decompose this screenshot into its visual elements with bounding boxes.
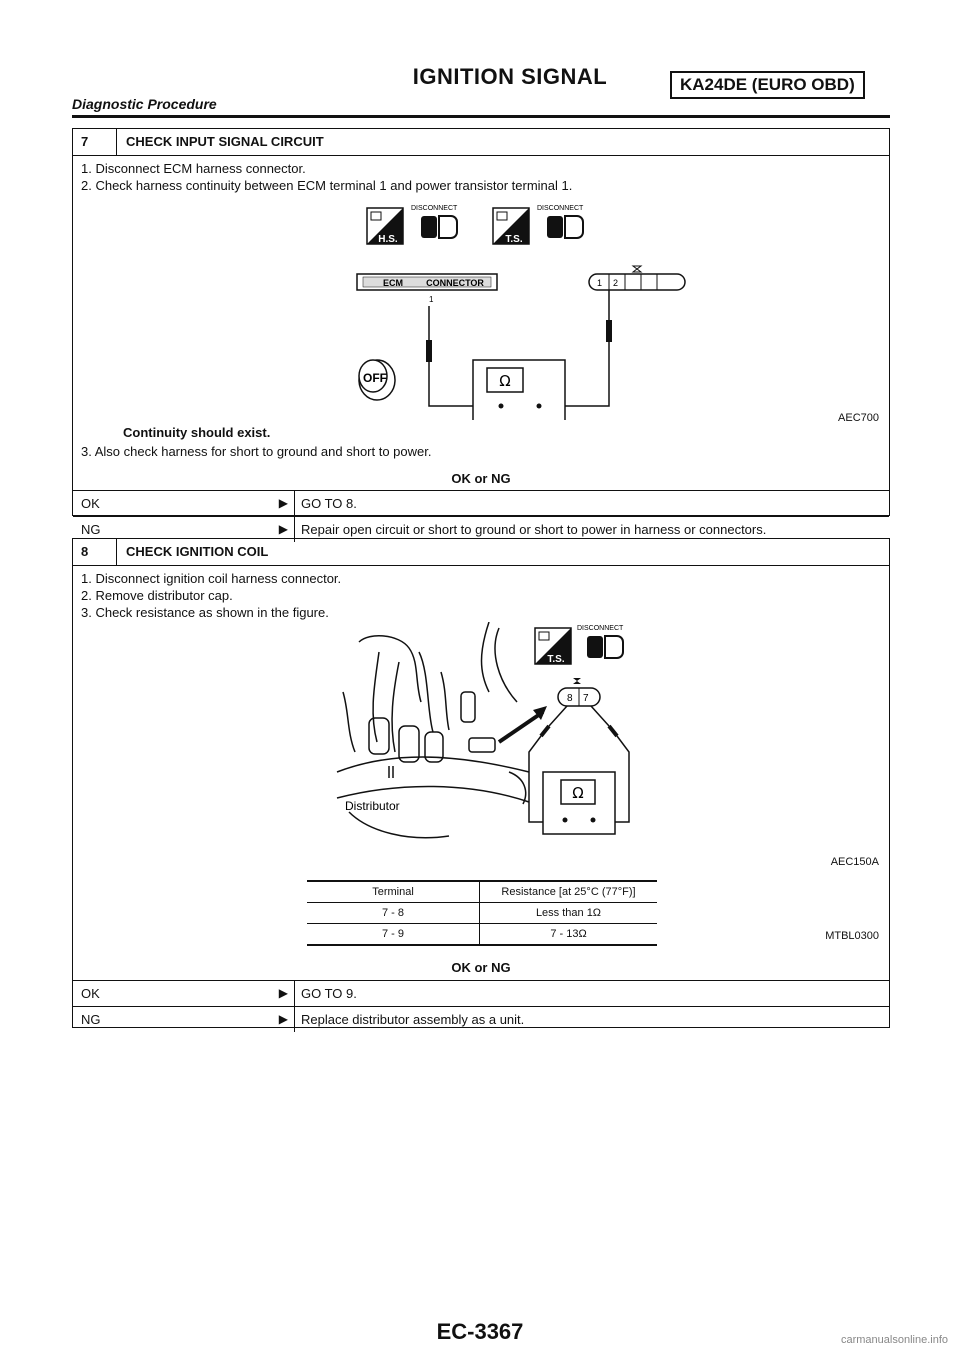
disconnect-label: DISCONNECT: [537, 205, 584, 212]
section-subtitle: Diagnostic Procedure: [72, 96, 217, 112]
engine-badge: KA24DE (EURO OBD): [670, 71, 865, 99]
table-header: Resistance [at 25°C (77°F)]: [480, 881, 658, 903]
ohmmeter-icon: [543, 772, 615, 834]
ecm-terminal-label: 1: [429, 295, 434, 304]
connector-label: CONNECTOR: [426, 278, 484, 288]
spec-text: Continuity should exist.: [123, 425, 271, 440]
ok-ng-label: OK or NG: [451, 471, 511, 486]
instruction-line: 3. Check resistance as shown in the figure.: [81, 605, 329, 620]
table-header: Terminal: [307, 881, 480, 903]
result-action: Replace distributor assembly as a unit.: [301, 1012, 525, 1027]
ignition-coil-diagram: [329, 622, 639, 854]
ok-ng-label: OK or NG: [451, 960, 511, 975]
resistance-spec-table: [307, 880, 657, 946]
result-row-ok: [73, 980, 889, 1006]
disconnect-label: DISCONNECT: [577, 625, 624, 632]
table-cell: 7 - 13Ω: [480, 924, 658, 946]
ts-icon: [535, 628, 571, 665]
disconnect-connector-icon: [547, 216, 583, 238]
ohmmeter-icon: [473, 360, 565, 420]
result-condition: OK: [81, 496, 100, 511]
instruction-line: 2. Remove distributor cap.: [81, 588, 233, 603]
arrow-right-icon: ▶: [278, 522, 288, 536]
watermark: carmanualsonline.info: [840, 1334, 948, 1346]
pt-terminal-1: 1: [597, 278, 603, 288]
off-label: OFF: [363, 371, 387, 385]
table-cell: 7 - 9: [307, 924, 480, 946]
power-transistor-connector: [589, 274, 685, 290]
page-title: IGNITION SIGNAL: [412, 64, 608, 89]
disconnect-label: DISCONNECT: [411, 205, 458, 212]
instruction-line: 1. Disconnect ECM harness connector.: [81, 161, 306, 176]
terminal-8-label: 8: [567, 693, 573, 704]
instruction-line: 3. Also check harness for short to ground and short to power.: [81, 444, 432, 459]
ignition-off-icon: [359, 360, 395, 400]
arrow-right-icon: ▶: [278, 496, 288, 510]
instruction-line: 2. Check harness continuity between ECM terminal 1 and power transistor terminal 1.: [81, 178, 573, 193]
step-number: 8: [73, 539, 117, 565]
hs-label: H.S.: [378, 234, 398, 245]
page-number: EC-3367: [436, 1319, 524, 1344]
svg-text:Ω: Ω: [572, 784, 584, 802]
result-condition: NG: [81, 1012, 101, 1027]
disconnect-connector-icon: [587, 636, 623, 658]
result-action: GO TO 8.: [301, 496, 357, 511]
arrow-right-icon: ▶: [278, 1012, 288, 1026]
step-7-header: [73, 129, 889, 156]
step-8-body: [73, 566, 889, 956]
hs-icon: [367, 208, 403, 245]
ts-label: T.S.: [547, 654, 565, 665]
step-8-header: [73, 539, 889, 566]
disconnect-connector-icon: [421, 216, 457, 238]
result-action: Repair open circuit or short to ground or short to power in harness or connectors.: [301, 522, 767, 537]
step-7-body: [73, 156, 889, 468]
table-cell: Less than 1Ω: [480, 903, 658, 924]
result-condition: NG: [81, 522, 101, 537]
terminal-7-label: 7: [583, 693, 589, 704]
figure-code: AEC150A: [830, 856, 879, 868]
result-action: GO TO 9.: [301, 986, 357, 1001]
arrow-right-icon: ▶: [278, 986, 288, 1000]
svg-text:Ω: Ω: [499, 372, 511, 390]
ts-label: T.S.: [505, 234, 523, 245]
continuity-check-diagram: [343, 200, 703, 420]
ts-icon: [493, 208, 529, 245]
step-title: CHECK INPUT SIGNAL CIRCUIT: [126, 134, 324, 149]
step-8-box: [72, 538, 890, 1028]
figure-code: AEC700: [838, 412, 879, 424]
distributor-label: Distributor: [345, 799, 400, 813]
pt-terminal-2: 2: [613, 278, 619, 288]
instruction-line: 1. Disconnect ignition coil harness connector.: [81, 571, 342, 586]
step-number: 7: [73, 129, 117, 155]
step-title: CHECK IGNITION COIL: [126, 544, 269, 559]
result-row-ok: [73, 490, 889, 516]
result-row-ng: [73, 1006, 889, 1032]
step-7-box: [72, 128, 890, 537]
table-cell: 7 - 8: [307, 903, 480, 924]
header-rule: [72, 115, 890, 118]
table-code: MTBL0300: [825, 930, 879, 942]
ecm-label: ECM: [383, 278, 403, 288]
result-condition: OK: [81, 986, 100, 1001]
